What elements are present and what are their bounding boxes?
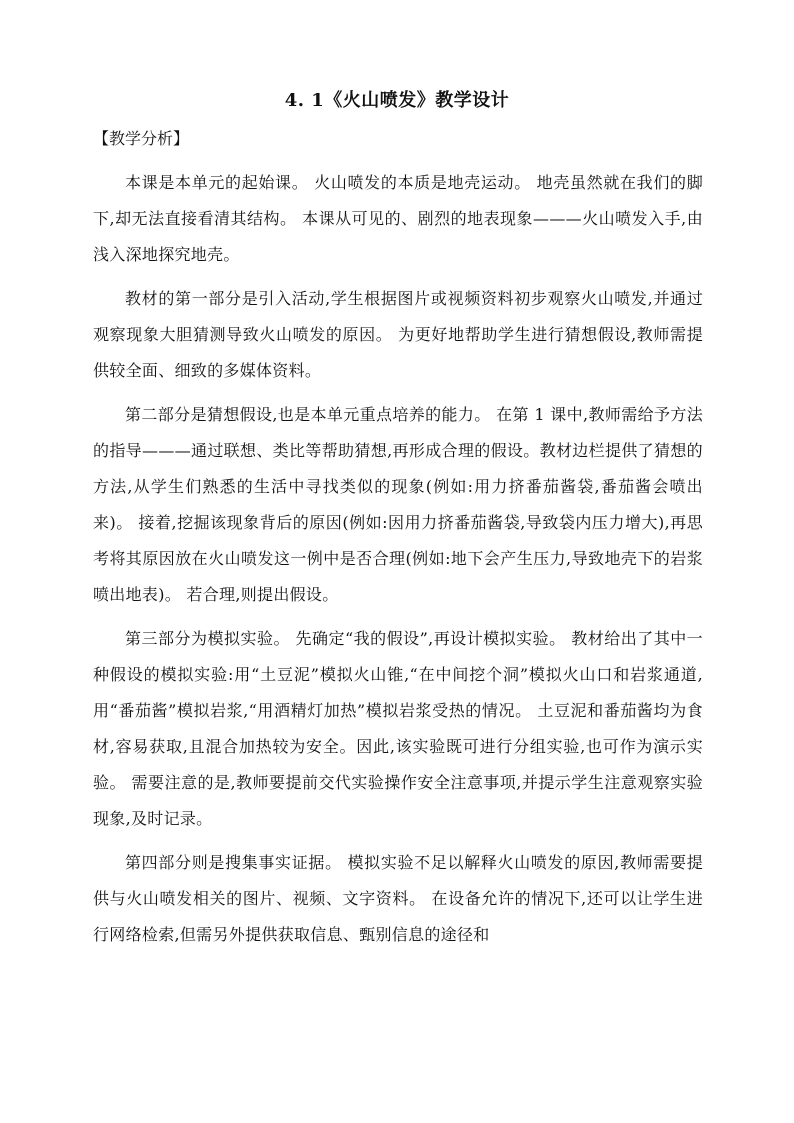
paragraph-part-one: 教材的第一部分是引入活动,学生根据图片或视频资料初步观察火山喷发,并通过观察现象大胆猜测导致火山喷发的原因。 为更好地帮助学生进行猜想假设,教师需提供较全面、细致的多媒体资料。 [93, 289, 703, 380]
document-title: 4. 1《火山喷发》教学设计 [284, 90, 510, 111]
section-heading-teaching-analysis: 【教学分析】 [93, 129, 190, 148]
paragraph-part-three: 第三部分为模拟实验。 先确定“我的假设”,再设计模拟实验。 教材给出了其中一种假设的模拟实验:用“土豆泥”模拟火山锥,“在中间挖个洞”模拟火山口和岩浆通道,用“番茄酱”模拟岩浆,“用酒精灯加热”模拟岩浆受热的情况。 土豆泥和番茄酱均为食材,容易获取,且混合加热较为安全。因此,该实验既可进行分组实验,也可作为演示实验。 需要注意的是,教师要提前交代实验操作安全注意事项,并提示学生注意观察实验现象,及时记录。 [93, 629, 703, 828]
paragraph-part-two: 第二部分是猜想假设,也是本单元重点培养的能力。 在第 1 课中,教师需给予方法的指导———通过联想、类比等帮助猜想,再形成合理的假设。教材边栏提供了猜想的方法,从学生们熟悉的生活中寻找类似的现象(例如:用力挤番茄酱袋,番茄酱会喷出来)。 接着,挖掘该现象背后的原因(例如:因用力挤番茄酱袋,导致袋内压力增大),再思考将其原因放在火山喷发这一例中是否合理(例如:地下会产生压力,导致地壳下的岩浆喷出地表)。 若合理,则提出假设。 [93, 405, 703, 604]
paragraph-part-four: 第四部分则是搜集事实证据。 模拟实验不足以解释火山喷发的原因,教师需要提供与火山喷发相关的图片、视频、文字资料。 在设备允许的情况下,还可以让学生进行网络检索,但需另外提供获取信息、甄别信息的途径和 [93, 853, 703, 944]
paragraph-intro: 本课是本单元的起始课。 火山喷发的本质是地壳运动。 地壳虽然就在我们的脚下,却无法直接看清其结构。 本课从可见的、剧烈的地表现象———火山喷发入手,由浅入深地探究地壳。 [93, 173, 703, 264]
document-body [93, 165, 703, 961]
